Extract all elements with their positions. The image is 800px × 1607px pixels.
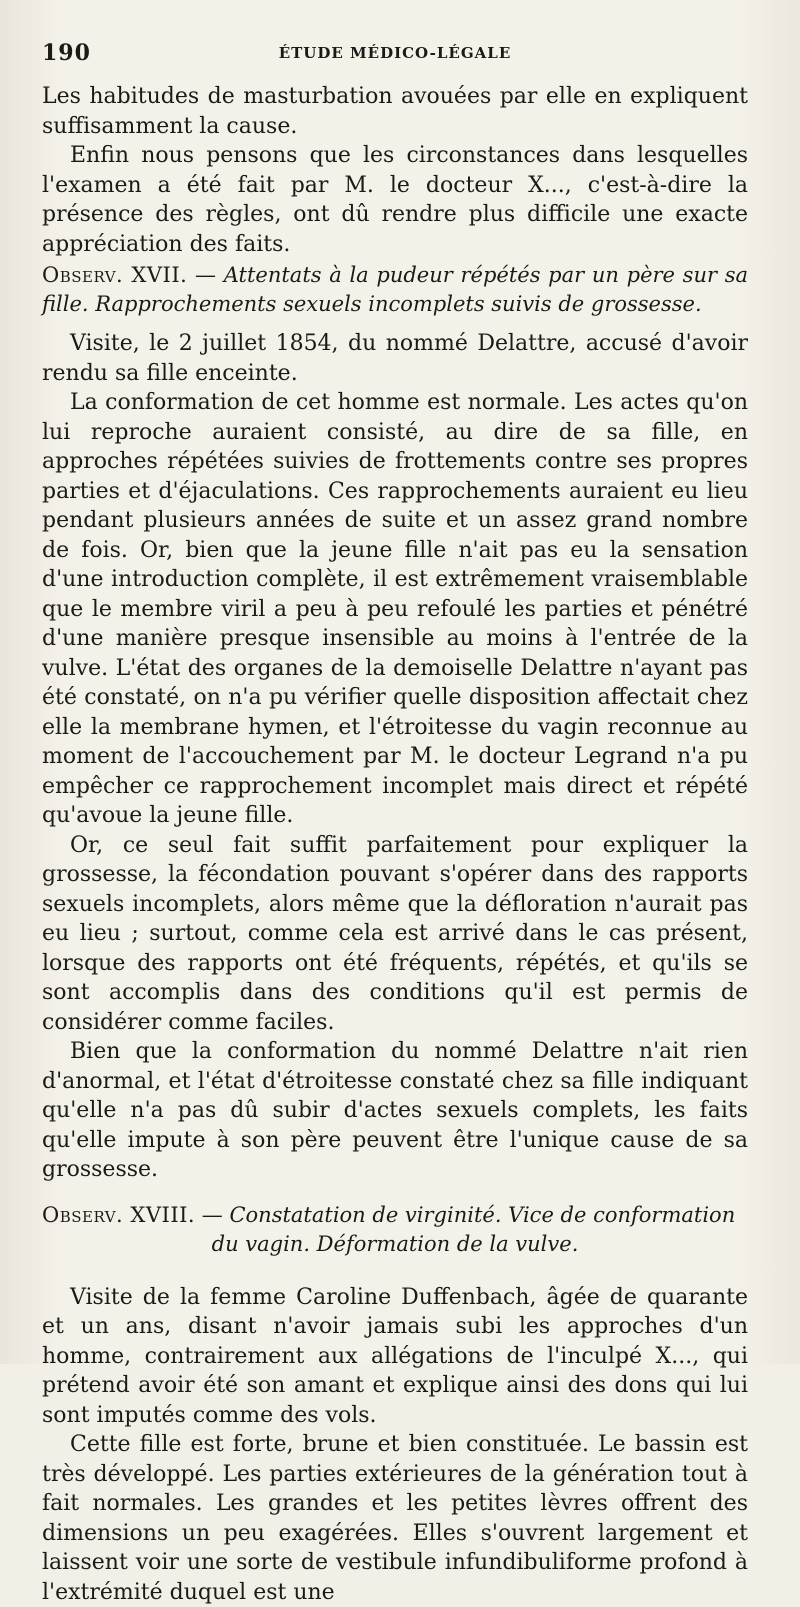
observation-17-title: Attentats à la pudeur répétés par un père sur sa fille. Rapprochements sexuels incomplets suivis de grossesse. xyxy=(42,263,749,316)
paragraph-conclusion: Bien que la conformation du nommé Delattre n'ait rien d'anormal, et l'état d'étroitesse constaté chez sa fille indiquant qu'elle n'a pas dû subir d'actes sexuels complets, les faits qu'elle impute à son père peuvent être l'unique cause de sa grossesse. xyxy=(42,1039,748,1182)
paragraph-visit-duffenbach: Visite de la femme Caroline Duffenbach, âgée de quarante et un ans, disant n'avoir jamais subi les approches d'un homme, contrairement aux allégations de l'inculpé X..., qui prétend avoir été son amant et explique ainsi des dons qui lui sont imputés comme des vols. xyxy=(42,1284,748,1428)
page-number: 190 xyxy=(42,40,91,66)
observation-18-heading xyxy=(42,1201,748,1259)
observation-17-heading xyxy=(42,261,748,319)
observation-18-title-line1: Constatation de virginité. Vice de conformation xyxy=(229,1202,736,1227)
running-title: ÉTUDE MÉDICO-LÉGALE xyxy=(278,44,512,62)
paragraph-masturbation: Les habitudes de masturbation avouées par elle en expliquent suffisamment la cause. xyxy=(42,84,748,139)
paragraph-visit-delattre: Visite, le 2 juillet 1854, du nommé Delattre, accusé d'avoir rendu sa fille enceinte. xyxy=(42,331,748,386)
observation-18-label: Observ. XVIII. xyxy=(42,1202,196,1227)
paragraph-fecondation: Or, ce seul fait suffit parfaitement pour expliquer la grossesse, la fécondation pouvant s'opérer dans des rapports sexuels incomplets, alors même que la défloration n'aurait pas eu lieu ; surtout, comme cela est arrivé dans le cas présent, lorsque des rapports ont été fréquents, répétés, et qu'ils se sont accomplis dans des conditions qu'il est permis de considérer comme faciles. xyxy=(42,832,748,1035)
running-header xyxy=(42,40,748,82)
observation-18-title-line2: du vagin. Déformation de la vulve. xyxy=(211,1231,579,1256)
paragraph-circumstances: Enfin nous pensons que les circonstances dans lesquelles l'examen a été fait par M. le docteur X..., c'est-à-dire la présence des règles, ont dû rendre plus difficile une exacte appréciation des faits. xyxy=(42,143,748,257)
observation-17-label: Observ. XVII. xyxy=(42,263,188,287)
observation-17-dash: — xyxy=(187,263,224,287)
paragraph-description: Cette fille est forte, brune et bien constituée. Le bassin est très développé. Les parties extérieures de la génération tout à fait normales. Les grandes et les petites lèvres offrent des dimensions un peu exagérées. Elles s'ouvrent largement et laissent voir une sorte de vestibule infundibuliforme profond à l'extrémité duquel est une xyxy=(42,1432,748,1605)
paragraph-conformation: La conformation de cet homme est normale. Les actes qu'on lui reproche auraient consisté, au dire de sa fille, en approches répétées suivies de frottements contre ses propres parties et d'éjaculations. Ces rapprochements auraient eu lieu pendant plusieurs années de suite et un assez grand nombre de fois. Or, bien que la jeune fille n'ait pas eu la sensation d'une introduction complète, il est extrêmement vraisemblable que le membre viril a peu à peu refoulé les parties et pénétré d'une manière presque insensible au moins à l'entrée de la vulve. L'état des organes de la demoiselle Delattre n'ayant pas été constaté, on n'a pu vérifier quelle disposition affectait chez elle la membrane hymen, et l'étroitesse du vagin reconnue au moment de l'accouchement par M. le docteur Legrand n'a pu empêcher ce rapprochement incomplet mais direct et répété qu'avoue la jeune fille. xyxy=(42,390,748,828)
observation-18-dash: — xyxy=(195,1202,230,1227)
